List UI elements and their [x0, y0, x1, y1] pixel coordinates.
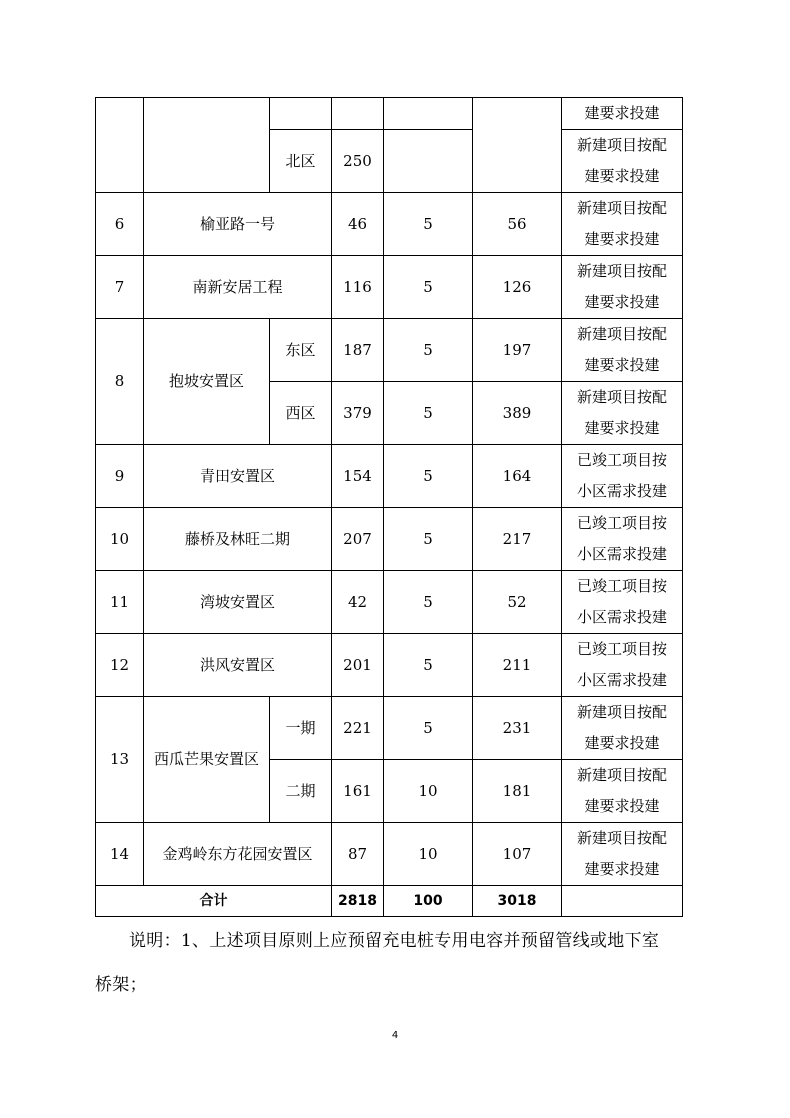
table-row	[96, 823, 683, 886]
table-cell-zone-continued	[270, 98, 332, 130]
table-row	[96, 256, 683, 319]
table-cell-reserve: 5	[384, 571, 473, 634]
table-cell-zone: 一期	[270, 697, 332, 760]
table-cell-name-continued	[144, 98, 270, 193]
page-number: 4	[391, 1030, 399, 1041]
table-cell-total: 56	[473, 193, 562, 256]
table-cell-no: 6	[96, 193, 144, 256]
table-cell-count-continued	[332, 98, 384, 130]
table-cell-no: 9	[96, 445, 144, 508]
table-cell-count: 201	[332, 634, 384, 697]
table-cell-name: 西瓜芒果安置区	[144, 697, 270, 823]
table-total-row	[96, 886, 683, 917]
table-row	[96, 445, 683, 508]
charging-pile-table	[95, 97, 683, 917]
table-cell-count: 250	[332, 130, 384, 193]
table-cell-no: 11	[96, 571, 144, 634]
table-cell-note: 新建项目按配 建要求投建	[562, 130, 683, 193]
table-cell-reserve-continued	[384, 98, 473, 130]
table-cell-note: 新建项目按配 建要求投建	[562, 382, 683, 445]
table-cell-total: 52	[473, 571, 562, 634]
table-cell-no: 12	[96, 634, 144, 697]
table-cell-name: 抱坡安置区	[144, 319, 270, 445]
table-cell-count: 46	[332, 193, 384, 256]
table-cell-note: 已竣工项目按 小区需求投建	[562, 571, 683, 634]
table-cell-reserve: 5	[384, 508, 473, 571]
table-cell-reserve: 5	[384, 319, 473, 382]
table-cell-total-continued	[473, 98, 562, 193]
table-cell-note: 新建项目按配 建要求投建	[562, 319, 683, 382]
table-cell-total: 181	[473, 760, 562, 823]
table-cell-note: 新建项目按配 建要求投建	[562, 823, 683, 886]
table-row	[96, 697, 683, 760]
table-cell-name: 藤桥及林旺二期	[144, 508, 332, 571]
table-cell-count: 42	[332, 571, 384, 634]
table-cell-no: 10	[96, 508, 144, 571]
table-cell-zone: 西区	[270, 382, 332, 445]
table-cell-total: 126	[473, 256, 562, 319]
table-cell-reserve: 10	[384, 823, 473, 886]
table-cell-name: 湾坡安置区	[144, 571, 332, 634]
table-cell-note: 已竣工项目按 小区需求投建	[562, 445, 683, 508]
table-row	[96, 508, 683, 571]
table-cell-name: 青田安置区	[144, 445, 332, 508]
table-cell-note: 已竣工项目按 小区需求投建	[562, 508, 683, 571]
table-cell-reserve: 5	[384, 256, 473, 319]
total-total: 3018	[473, 886, 562, 917]
explanation-line-1: 说明：1、上述项目原则上应预留充电桩专用电容并预留管线或地下室	[129, 931, 660, 951]
table-cell-note: 新建项目按配 建要求投建	[562, 256, 683, 319]
table-cell-reserve: 5	[384, 697, 473, 760]
table-cell-count: 207	[332, 508, 384, 571]
table-cell-zone: 东区	[270, 319, 332, 382]
table-cell-no: 14	[96, 823, 144, 886]
table-cell-reserve	[384, 130, 473, 193]
table-cell-count: 154	[332, 445, 384, 508]
table-cell-reserve: 5	[384, 634, 473, 697]
table-cell-count: 87	[332, 823, 384, 886]
table-cell-total: 389	[473, 382, 562, 445]
table-cell-name: 榆亚路一号	[144, 193, 332, 256]
table-cell-count: 221	[332, 697, 384, 760]
table-cell-reserve: 5	[384, 382, 473, 445]
table-cell-count: 379	[332, 382, 384, 445]
table-row	[96, 193, 683, 256]
table-cell-reserve: 10	[384, 760, 473, 823]
table-row	[96, 634, 683, 697]
table-cell-no: 8	[96, 319, 144, 445]
table-row	[96, 571, 683, 634]
table-cell-zone: 二期	[270, 760, 332, 823]
table-cell-name: 南新安居工程	[144, 256, 332, 319]
table-cell-note: 新建项目按配 建要求投建	[562, 760, 683, 823]
table-cell-no: 7	[96, 256, 144, 319]
table-cell-total: 231	[473, 697, 562, 760]
table-cell-count: 187	[332, 319, 384, 382]
table-cell-total: 211	[473, 634, 562, 697]
table-cell-count: 116	[332, 256, 384, 319]
table-cell-no: 13	[96, 697, 144, 823]
total-count: 2818	[332, 886, 384, 917]
table-cell-reserve: 5	[384, 193, 473, 256]
total-note	[562, 886, 683, 917]
table-cell-note: 新建项目按配 建要求投建	[562, 697, 683, 760]
table-cell-total: 164	[473, 445, 562, 508]
table-cell-total: 217	[473, 508, 562, 571]
table-cell-zone: 北区	[270, 130, 332, 193]
table-cell-total: 197	[473, 319, 562, 382]
table-cell-note: 新建项目按配 建要求投建	[562, 193, 683, 256]
table-cell-name: 洪风安置区	[144, 634, 332, 697]
table-cell-count: 161	[332, 760, 384, 823]
table-cell-total: 107	[473, 823, 562, 886]
table-cell-name: 金鸡岭东方花园安置区	[144, 823, 332, 886]
explanation-line-2: 桥架；	[95, 975, 147, 995]
table-row	[96, 319, 683, 382]
table-cell-note-continued: 建要求投建	[562, 98, 683, 130]
total-reserve: 100	[384, 886, 473, 917]
table-cell-no-continued	[96, 98, 144, 193]
table-cell-reserve: 5	[384, 445, 473, 508]
total-label: 合计	[96, 886, 332, 917]
table-cell-note: 已竣工项目按 小区需求投建	[562, 634, 683, 697]
